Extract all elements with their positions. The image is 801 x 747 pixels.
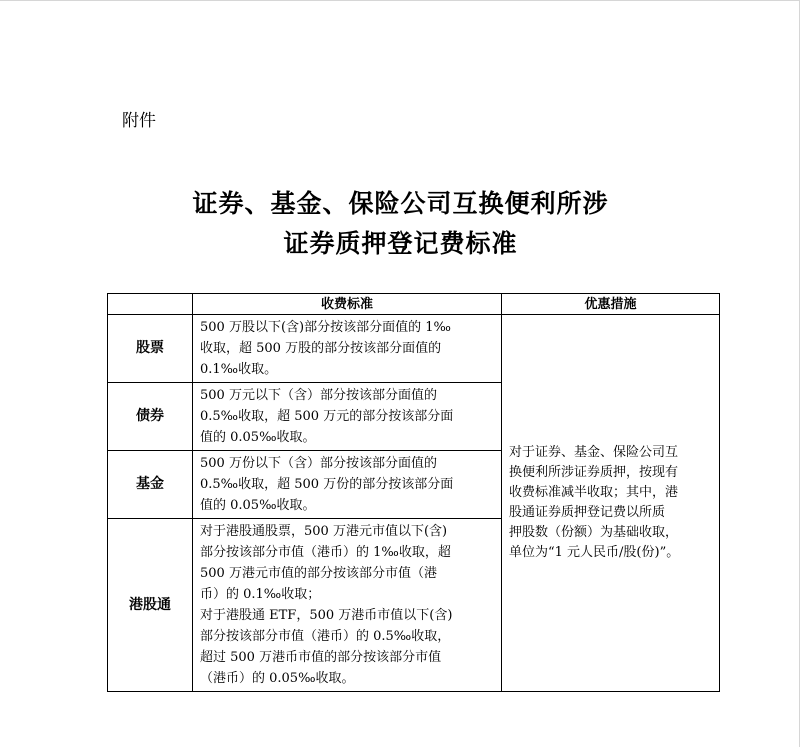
row-category-bond: 债券 <box>108 383 193 451</box>
row-category-hk-connect: 港股通 <box>108 519 193 692</box>
attachment-label: 附件 <box>122 111 156 131</box>
table-row <box>108 315 720 383</box>
table-header-row <box>108 294 720 315</box>
row-fee-fund: 500 万份以下（含）部分按该部分面值的 0.5‰收取，超 500 万份的部分按该部分面 值的 0.05‰收取。 <box>193 451 502 519</box>
document-title-line-2: 证券质押登记费标准 <box>283 229 518 258</box>
document-title-line-1: 证券、基金、保险公司互换便利所涉 <box>192 189 609 218</box>
header-category <box>108 294 193 315</box>
row-fee-bond: 500 万元以下（含）部分按该部分面值的 0.5‰收取，超 500 万元的部分按该部分面 值的 0.05‰收取。 <box>193 383 502 451</box>
header-preferential-measures: 优惠措施 <box>502 294 720 315</box>
row-category-fund: 基金 <box>108 451 193 519</box>
fee-standard-table <box>107 293 720 692</box>
row-fee-stock: 500 万股以下(含)部分按该部分面值的 1‰ 收取，超 500 万股的部分按该部分面值的 0.1‰收取。 <box>193 315 502 383</box>
preferential-measures-cell: 对于证券、基金、保险公司互 换便利所涉证券质押，按现有 收费标准减半收取；其中，港 股通证券质押登记费以所质 押股数（份额）为基础收取， 单位为“1 元人民币/股(份)”。 <box>502 315 720 692</box>
header-fee-standard: 收费标准 <box>193 294 502 315</box>
row-category-stock: 股票 <box>108 315 193 383</box>
row-fee-hk-connect: 对于港股通股票，500 万港元市值以下(含) 部分按该部分市值（港币）的 1‰收取，超 500 万港元市值的部分按该部分市值（港 币）的 0.1‰收取； 对于港股通 ETF，500 万港币市值以下(含) 部分按该部分市值（港币）的 0.5‰收取， 超过 500 万港币市值的部分按该部分市值 （港币）的 0.05‰收取。 <box>193 519 502 692</box>
